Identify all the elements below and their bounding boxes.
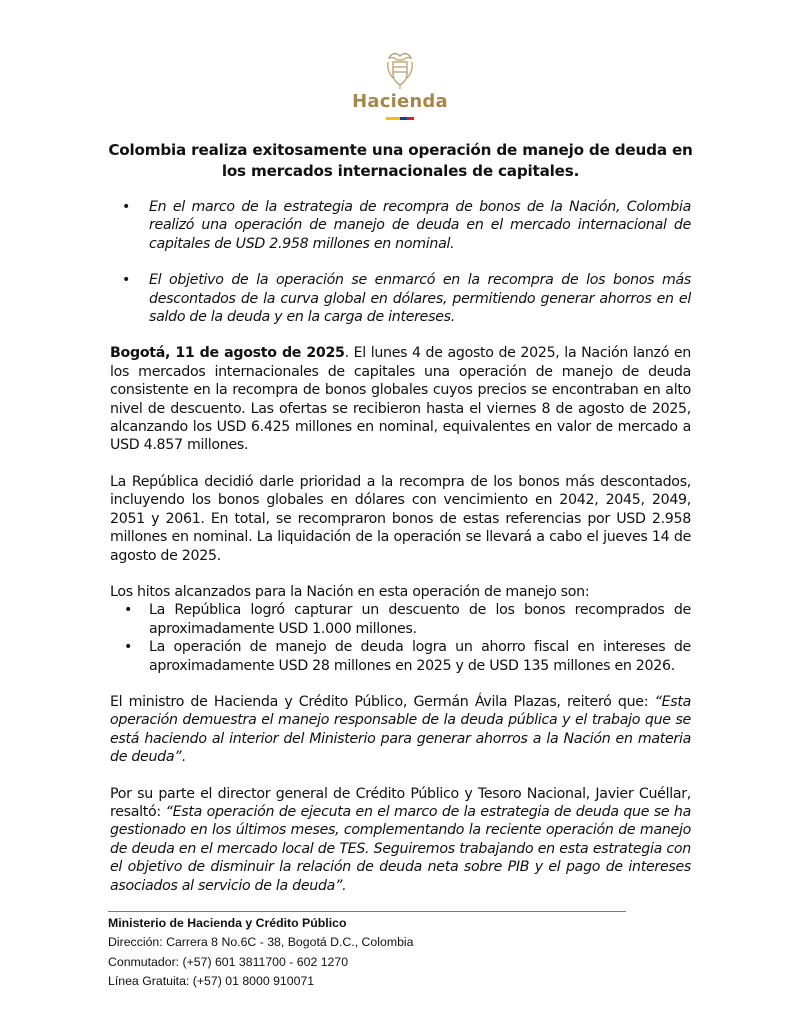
highlight-text: El objetivo de la operación se enmarcó en la recompra de los bonos más descontados de la curva global en dólares, permitiendo generar ahorros en el saldo de la deuda y en la carga de intereses. bbox=[149, 272, 691, 326]
colombia-coat-of-arms-icon bbox=[383, 50, 417, 90]
milestone-item bbox=[110, 638, 691, 675]
bullet-icon: • bbox=[122, 199, 131, 215]
footer-toll-free: Línea Gratuita: (+57) 01 8000 910071 bbox=[108, 974, 315, 989]
footer-organization: Ministerio de Hacienda y Crédito Público bbox=[108, 916, 347, 930]
paragraph-dateline bbox=[110, 344, 691, 454]
logo-wordmark: Hacienda bbox=[352, 91, 448, 112]
paragraph-director-quote bbox=[110, 785, 691, 895]
flag-blue bbox=[400, 117, 407, 120]
bullet-icon: • bbox=[124, 639, 133, 656]
paragraph-milestones bbox=[110, 583, 691, 675]
footer-divider bbox=[108, 911, 626, 912]
flag-red bbox=[407, 117, 414, 120]
milestone-text: La operación de manejo de deuda logra un ahorro fiscal en intereses de aproximadamente USD 28 millones en 2025 y de USD 135 millones en 2026. bbox=[149, 639, 691, 674]
quote-lead: El ministro de Hacienda y Crédito Público, Germán Ávila Plazas, reiteró que: bbox=[110, 693, 655, 710]
milestone-text: La República logró capturar un descuento de los bonos recomprados de aproximadamente USD 1.000 millones. bbox=[149, 602, 691, 637]
flag-yellow bbox=[386, 117, 400, 120]
quote-end: . bbox=[181, 749, 186, 766]
highlight-item bbox=[118, 271, 691, 326]
press-release-body bbox=[110, 140, 691, 1032]
paragraph-repurchase: La República decidió darle prioridad a la recompra de los bonos más descontados, incluyendo los bonos globales en dólares con vencimiento en 2042, 2045, 2049, 2051 y 2061. En total, se recompraron bonos de estas referencias por USD 2.958 millones en nominal. La liquidación de la operación se llevará a cabo el jueves 14 de agosto de 2025. bbox=[110, 473, 691, 564]
footer-phone: Conmutador: (+57) 601 3811700 - 602 1270 bbox=[108, 954, 349, 969]
footer bbox=[108, 914, 626, 992]
highlight-item bbox=[118, 198, 691, 253]
bullet-icon: • bbox=[122, 272, 131, 289]
press-release-title: Colombia realiza exitosamente una operación de manejo de deuda en los mercados internacionales de capitales. bbox=[108, 141, 693, 180]
colombia-flag-stripe bbox=[386, 117, 414, 120]
paragraph-minister-quote bbox=[110, 693, 691, 767]
hacienda-logo bbox=[340, 50, 460, 120]
minister-quote: “Esta operación demuestra el manejo responsable de la deuda pública y el trabajo que se está haciendo al interior del Ministerio para generar ahorros a la Nación en materia de deuda” bbox=[110, 693, 691, 766]
footer-address: Dirección: Carrera 8 No.6C - 38, Bogotá D.C., Colombia bbox=[108, 935, 414, 950]
milestones-list bbox=[110, 601, 691, 675]
paragraph-text: . El lunes 4 de agosto de 2025, la Nación lanzó en los mercados internacionales de capitales una operación de manejo de deuda consistente en la recompra de bonos globales cuyos precios se encontraban en alto nivel de descuento. Las ofertas se recibieron hasta el viernes 8 de agosto de 2025, alcanzando los USD 6.425 millones en nominal, equivalentes en valor de mercado a USD 4.857 millones. bbox=[110, 345, 691, 454]
footer-block bbox=[108, 911, 626, 1032]
director-quote: “Esta operación de ejecuta en el marco de la estrategia de deuda que se ha gestionado en los últimos meses, complementando la reciente operación de manejo de deuda en el mercado local de TES. Seguiremos trabajando en esta estrategia con el objetivo de disminuir la relación de deuda neta sobre PIB y el pago de intereses asociados al servicio de la deuda”. bbox=[110, 803, 691, 894]
dateline: Bogotá, 11 de agosto de 2025 bbox=[110, 345, 345, 362]
milestones-intro: Los hitos alcanzados para la Nación en esta operación de manejo son: bbox=[110, 583, 590, 600]
milestone-item bbox=[110, 601, 691, 638]
quote-lead: Por su parte el director general de Crédito Público y Tesoro Nacional, Javier Cuéllar, resaltó: bbox=[110, 785, 691, 820]
bullet-icon: • bbox=[124, 602, 133, 619]
highlights-list bbox=[118, 198, 691, 326]
highlight-text: En el marco de la estrategia de recompra de bonos de la Nación, Colombia realizó una operación de manejo de deuda en el mercado internacional de capitales de USD 2.958 millones en nominal. bbox=[149, 199, 691, 252]
